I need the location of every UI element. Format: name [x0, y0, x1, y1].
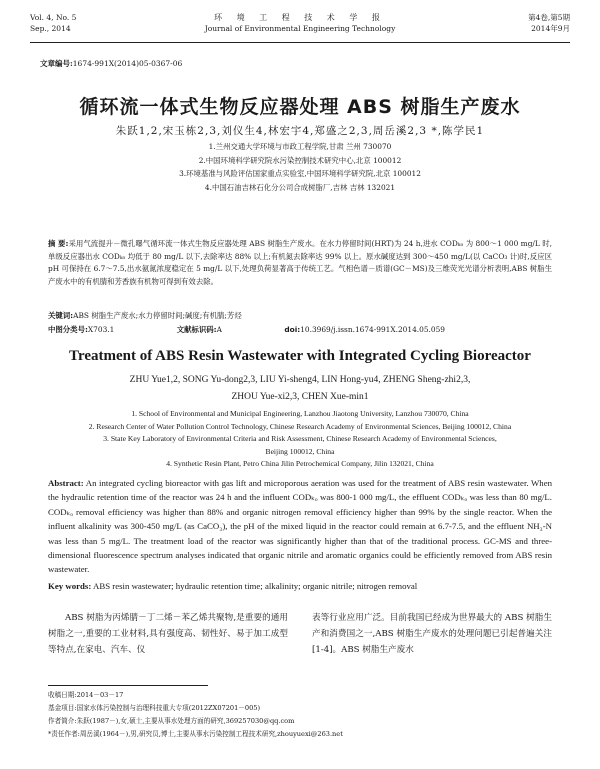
keywords-en: [48, 580, 552, 593]
footnote-corresponding-author: *责任作者:周岳溪(1964－),男,研究员,博士,主要从事水污染控制工程技术研究,zhouyuexi@263.net: [48, 730, 343, 738]
affiliation-en-4: 4. Synthetic Resin Plant, Petro China Jilin Petrochemical Company, Jilin 132021, China: [166, 459, 434, 468]
keywords-cn-text: ABS 树脂生产废水;水力停留时间;碱度;有机腈;芳烃: [73, 311, 242, 320]
affiliation-en-2: 2. Research Center of Water Pollution Control Technology, Chinese Research Academy of Environmental Sciences, Beijing 100012, China: [88, 421, 512, 431]
keywords-en-text: ABS resin wastewater; hydraulic retention time; alkalinity; organic nitrile; nitrogen removal: [92, 581, 418, 591]
clc-label: 中图分类号:: [48, 325, 88, 334]
keywords-cn: [48, 310, 552, 322]
journal-name-cn: 环 境 工 程 技 术 学 报: [214, 13, 386, 22]
date-en: Sep., 2014: [30, 24, 71, 33]
volume-issue-en: Vol. 4, No. 5: [30, 13, 77, 22]
header-left: [30, 12, 150, 34]
body-column-right: 表等行业应用广泛。目前我国已经成为世界最大的 ABS 树脂生产和消费国之一,ABS 树脂生产废水的处理问题已引起普遍关注[1-4]。ABS 树脂生产废水: [312, 613, 552, 655]
footnote-rule: [48, 685, 208, 686]
footnote-author-bio: 作者简介:朱跃(1987－),女,硕士,主要从事水处理方面的研究,369257030@qq.com: [48, 717, 295, 725]
abstract-cn-label: 摘 要:: [48, 239, 69, 248]
footnotes: [48, 689, 552, 741]
affiliation-cn-1: 1.兰州交通大学环境与市政工程学院,甘肃 兰州 730070: [208, 142, 392, 151]
doc-code-value: A: [216, 325, 222, 334]
doi-value: 10.3969/j.issn.1674-991X.2014.05.059: [300, 325, 445, 334]
header-right: [450, 12, 570, 34]
affiliation-cn-3: 3.环境基准与风险评估国家重点实验室,中国环境科学研究院,北京 100012: [179, 169, 421, 178]
affiliation-en-1: 1. School of Environmental and Municipal Engineering, Lanzhou Jiaotong University, Lanzhou 730070, China: [131, 409, 469, 418]
running-header: [30, 12, 570, 42]
article-number-label: 文章编号:: [40, 59, 73, 68]
affiliations-en: [40, 408, 560, 471]
abstract-en-text: An integrated cycling bioreactor with gas lift and microporous aeration was used for the treatment of ABS resin wastewater. When the hydraulic retention time of the reactor was 24 h and the influent CODₖₒ was 800-1 000 mg/L, the effluent CODₖₒ was less than 80 mg/L. CODₖₒ removal efficiency was higher than 88% and organic nitrogen removal efficiency higher than 99% by the single reactor. When the influent alkalinity was 300-450 mg/L (as CaCO₃), the pH of the mixed liquid in the reactor could remain at 6.7-7.5, and the effluent NH₃-N was less than 5 mg/L. The treatment load of the reactor was significantly higher than that of the traditional process. GC-MS and three-dimensional fluorescence spectrum analyses indicated that organic nitrile and aromatic organics could be efficiently removed from ABS resin wastewater.: [48, 478, 552, 575]
abstract-en: [48, 476, 552, 577]
article-number: [40, 58, 182, 69]
authors-en: [60, 372, 540, 406]
volume-issue-cn: 第4卷,第5期: [528, 13, 570, 22]
body-text: [48, 610, 552, 680]
authors-en-line-1: ZHU Yue1,2, SONG Yu-dong2,3, LIU Yi-sheng4, LIN Hong-yu4, ZHENG Sheng-zhi2,3,: [129, 375, 471, 385]
authors-cn: 朱跃1,2,宋玉栋2,3,刘仪生4,林宏宇4,郑盛之2,3,周岳溪2,3 *,陈学民1: [115, 125, 485, 137]
abstract-en-label: Abstract:: [48, 478, 84, 488]
affiliation-cn-2: 2.中国环境科学研究院水污染控制技术研究中心,北京 100012: [198, 155, 402, 165]
doi-label: doi:: [284, 325, 301, 334]
header-center: [180, 12, 420, 34]
footnote-funding: 基金项目:国家水体污染控制与治理科技重大专项(2012ZX07201－005): [48, 704, 261, 712]
title-cn: 循环流一体式生物反应器处理 ABS 树脂生产废水: [79, 96, 521, 118]
affiliations-cn: [0, 140, 600, 194]
keywords-en-label: Key words:: [48, 581, 92, 591]
affiliation-en-3: 3. State Key Laboratory of Environmental Criteria and Risk Assessment, Chinese Research Academy of Environmental Sciences,: [103, 434, 497, 443]
header-rule: [30, 42, 570, 43]
journal-name-en: Journal of Environmental Engineering Technology: [204, 24, 396, 33]
affiliation-cn-4: 4.中国石油吉林石化分公司合成树脂厂,吉林 吉林 132021: [204, 182, 396, 192]
date-cn: 2014年9月: [531, 24, 570, 33]
abstract-cn: [48, 238, 552, 288]
doc-code-label: 文献标识码:: [176, 325, 217, 334]
classification-row: [48, 324, 552, 336]
abstract-cn-text: 采用气流提升－微孔曝气循环流一体式生物反应器处理 ABS 树脂生产废水。在水力停留时间(HRT)为 24 h,进水 CODₖₒ 为 800～1 000 mg/L 时,单级反应器出水 CODₖₒ 均低于 80 mg/L 以下,去除率达 88% 以上;有机氮去除率达 99% 以上。原水碱度达到 300～450 mg/L(以 CaCO₃ 计)时,反应区 pH 可保持在 6.7～7.5,出水氨氮浓度稳定在 5 mg/L 以下,处理负荷显著高于传统工艺。气相色谱－质谱(GC－MS)及三维荧光光谱分析表明,ABS 树脂生产废水中的有机腈和芳香族有机物可得到有效去除。: [48, 239, 552, 286]
footnote-received: 收稿日期:2014－03－17: [48, 691, 124, 699]
keywords-cn-label: 关键词:: [48, 311, 74, 320]
title-en: Treatment of ABS Resin Wastewater with Integrated Cycling Bioreactor: [69, 348, 531, 364]
body-column-left: ABS 树脂为丙烯腈－丁二烯－苯乙烯共聚物,是重要的通用树脂之一,重要的工业材料,具有强度高、韧性好、易于加工成型等特点,在家电、汽车、仪: [48, 613, 288, 655]
affiliation-en-3-cont: Beijing 100012, China: [265, 446, 335, 456]
article-number-value: 1674-991X(2014)05-0367-06: [72, 59, 183, 68]
authors-en-line-2: ZHOU Yue-xi2,3, CHEN Xue-min1: [231, 392, 369, 402]
clc-value: X703.1: [87, 325, 115, 334]
